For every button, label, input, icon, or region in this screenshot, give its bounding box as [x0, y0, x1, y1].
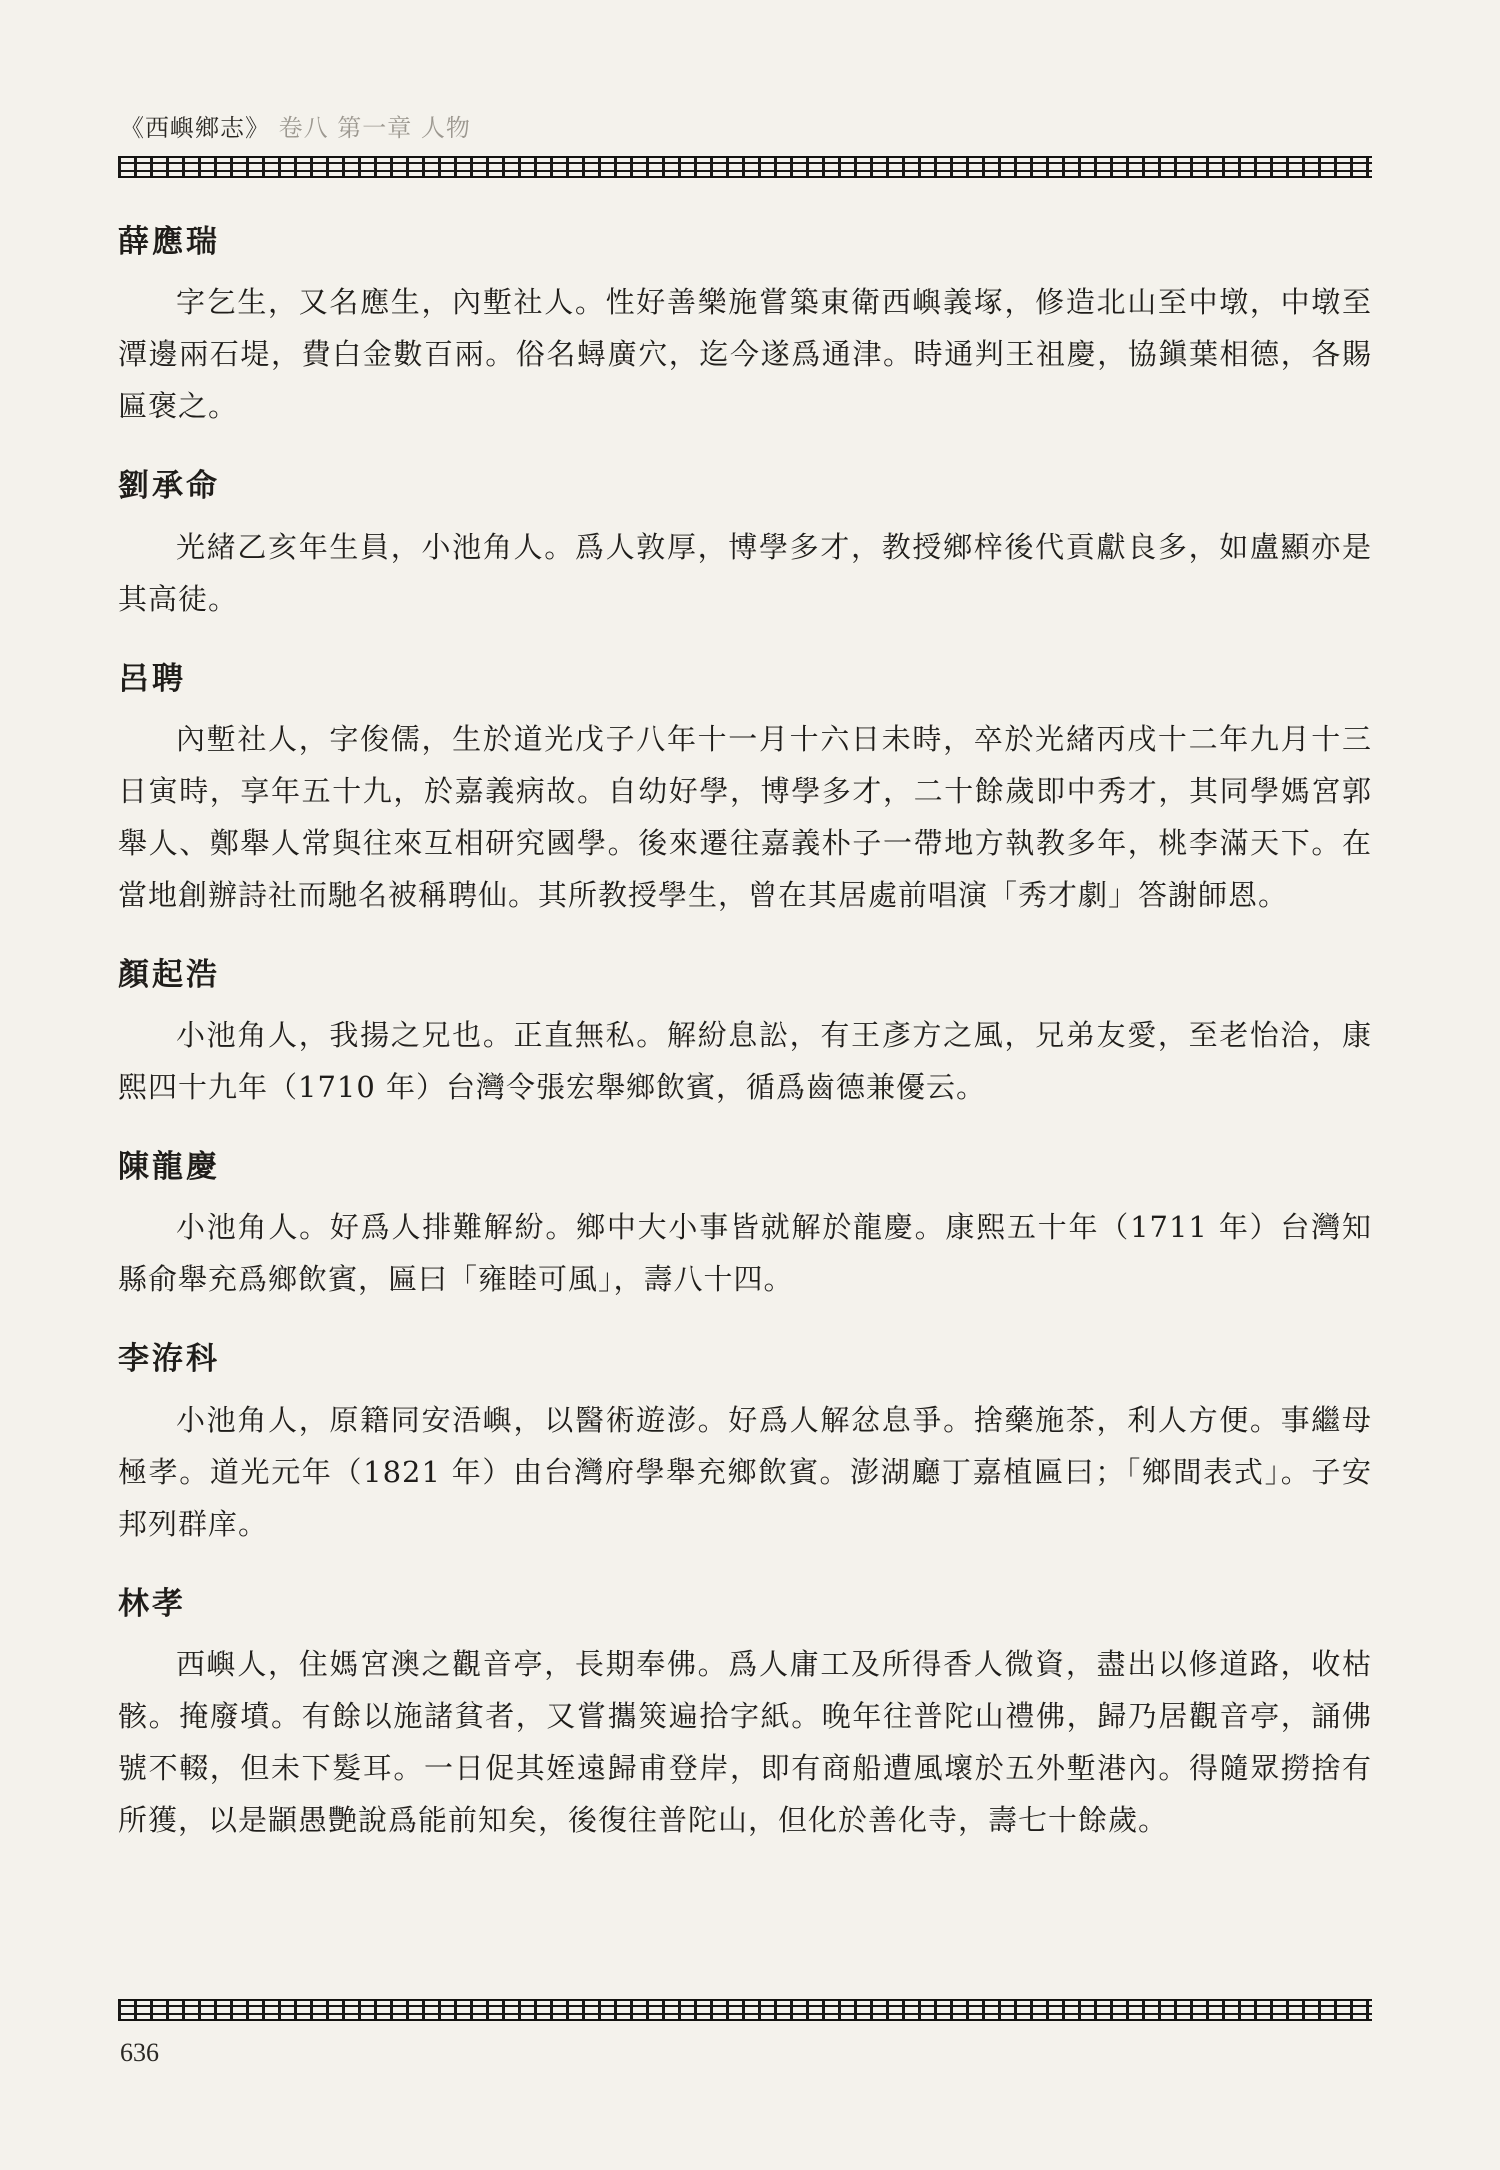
top-decorative-border	[118, 156, 1372, 178]
person-biography: 西嶼人，住媽宮澳之觀音亭，長期奉佛。爲人庸工及所得香人微資，盡出以修道路，收枯骸。掩廢墳。有餘以施諸貧者，又嘗攜筴遍拾字紙。晚年往普陀山禮佛，歸乃居觀音亭，誦佛號不輟，但未下髮耳。一日促其姪遠歸甫登岸，即有商船遭風壞於五外塹港內。得隨眾撈捨有所獲，以是顓愚艷說爲能前知矣，後復往普陀山，但化於善化寺，壽七十餘歲。	[118, 1647, 1372, 1838]
running-header	[120, 108, 471, 143]
person-biography: 小池角人。好爲人排難解紛。鄉中大小事皆就解於龍慶。康熙五十年（1711 年）台灣知縣俞舉充爲鄉飲賓，匾曰「雍睦可風」，壽八十四。	[118, 1210, 1372, 1297]
person-biography: 光緒乙亥年生員，小池角人。爲人敦厚，博學多才，教授鄉梓後代貢獻良多，如盧顯亦是其高徒。	[118, 529, 1372, 616]
person-name: 顏起浩	[118, 956, 220, 993]
person-biography: 小池角人，原籍同安浯嶼，以醫術遊澎。好爲人解忿息爭。捨藥施茶，利人方便。事繼母極孝。道光元年（1821 年）由台灣府學舉充鄉飲賓。澎湖廳丁嘉植匾曰；「鄉間表式」。子安邦列群庠。	[118, 1402, 1372, 1541]
person-biography: 字乞生，又名應生，內塹社人。性好善樂施嘗築東衛西嶼義塚，修造北山至中墩，中墩至潭邊兩石堤，費白金數百兩。俗名蟳廣穴，迄今遂爲通津。時通判王祖慶，協鎭葉相德，各賜匾褒之。	[118, 285, 1372, 424]
biography-entry	[118, 466, 1372, 624]
person-biography: 小池角人，我揚之兄也。正直無私。解紛息訟，有王彥方之風，兄弟友愛，至老怡洽，康熙四十九年（1710 年）台灣令張宏舉鄉飲賓，循爲齒德兼優云。	[118, 1018, 1372, 1105]
biography-entry	[118, 222, 1372, 432]
book-title: 《西嶼鄉志》	[120, 114, 270, 142]
person-name: 李洊科	[118, 1341, 220, 1378]
person-name: 呂聘	[118, 660, 186, 697]
page-number: 636	[120, 2038, 159, 2067]
person-name: 劉承命	[118, 468, 220, 505]
biography-entry	[118, 1339, 1372, 1549]
bottom-decorative-border	[118, 1999, 1372, 2021]
person-name: 薛應瑞	[118, 224, 220, 260]
person-biography: 內塹社人，字俊儒，生於道光戊子八年十一月十六日未時，卒於光緒丙戌十二年九月十三日寅時，享年五十九，於嘉義病故。自幼好學，博學多才，二十餘歲即中秀才，其同學媽宮郭舉人、鄭舉人常與往來互相研究國學。後來遷往嘉義朴子一帶地方執教多年，桃李滿天下。在當地創辦詩社而馳名被稱聘仙。其所教授學生，曾在其居處前唱演「秀才劇」答謝師恩。	[118, 721, 1372, 912]
biography-list	[118, 222, 1372, 1880]
person-name: 陳龍慶	[118, 1149, 220, 1186]
biography-entry	[118, 1584, 1372, 1846]
biography-entry	[118, 1147, 1372, 1305]
biography-entry	[118, 955, 1372, 1113]
bleed-through-header: 卷八 第一章 人物	[278, 114, 471, 142]
person-name: 林孝	[118, 1585, 186, 1622]
biography-entry	[118, 659, 1372, 921]
